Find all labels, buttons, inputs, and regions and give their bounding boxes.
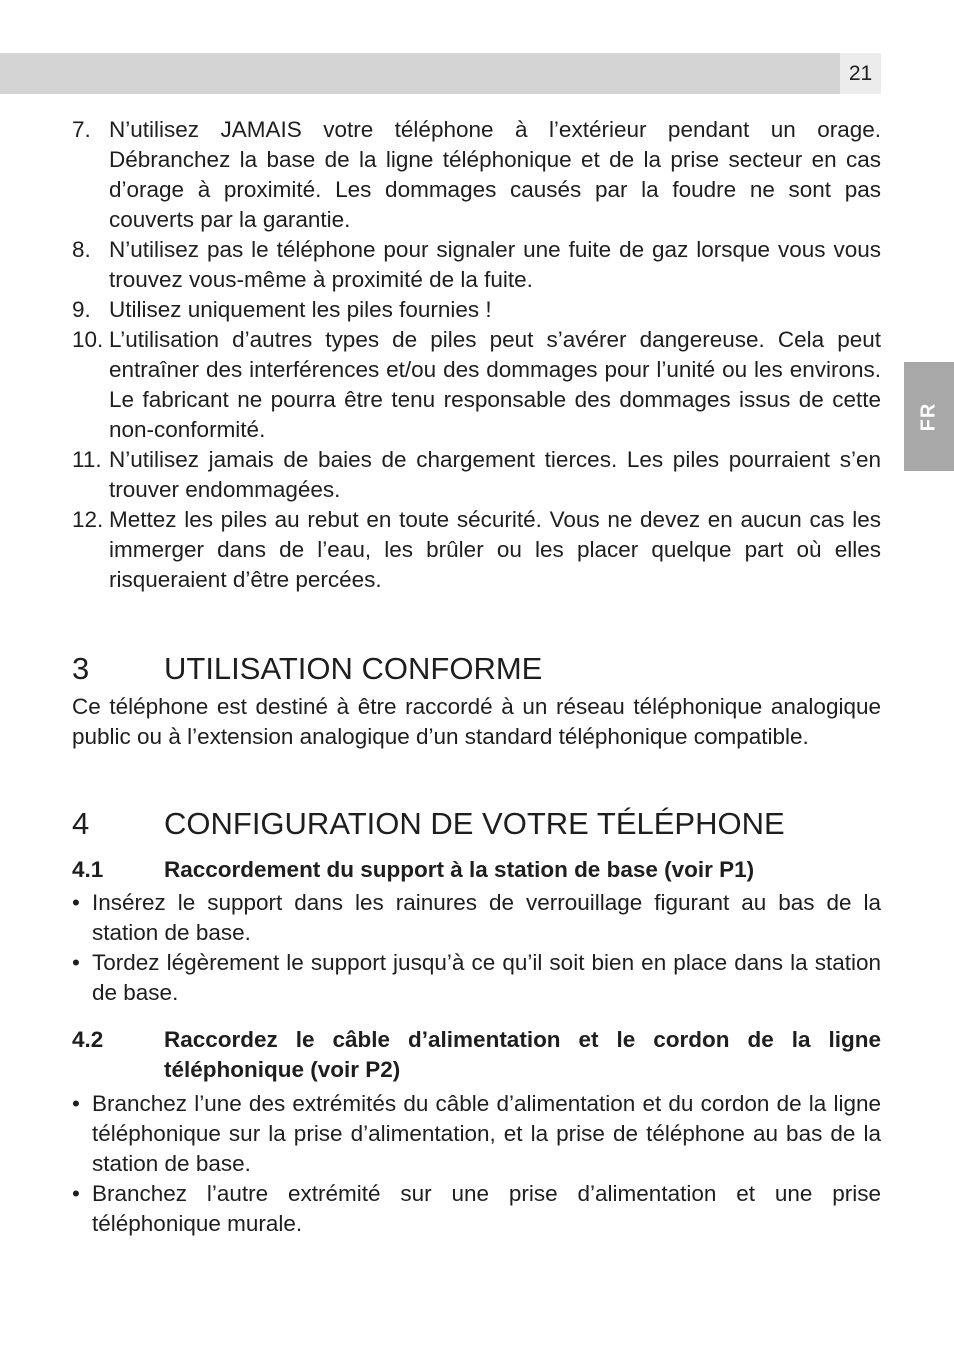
section-number: 3	[72, 651, 90, 686]
subsection-4-2-list	[72, 1089, 881, 1239]
item-number: 7.	[72, 117, 91, 142]
item-number: 8.	[72, 237, 91, 262]
subsection-4-1-list	[72, 888, 881, 1008]
bullet-item	[72, 1089, 881, 1179]
item-text: N’utilisez JAMAIS votre téléphone à l’extérieur pendant un orage. Débranchez la base de la ligne téléphonique et de la prise secteur en cas d’orage à proximité. Les dommages causés par la foudre ne sont pas couverts par la garantie.	[109, 117, 881, 232]
section-title: UTILISATION CONFORME	[164, 651, 543, 686]
bullet-mark: •	[72, 890, 80, 915]
bullet-mark: •	[72, 950, 80, 975]
subsection-number: 4.2	[72, 1027, 104, 1052]
item-number: 9.	[72, 297, 91, 322]
bullet-item	[72, 888, 881, 948]
bullet-item	[72, 1179, 881, 1239]
item-number: 11.	[72, 447, 102, 472]
item-text: L’utilisation d’autres types de piles peut s’avérer dangereuse. Cela peut entraîner des interférences et/ou des dommages pour l’unité ou les environs. Le fabricant ne pourra être tenu responsable des dommages issus de cette non-conformité.	[109, 327, 881, 442]
list-item	[72, 115, 881, 235]
subsection-title: Raccordez le câble d’alimentation et le cordon de la ligne téléphonique (voir P2)	[164, 1027, 881, 1082]
section-3-body: Ce téléphone est destiné à être raccordé à un réseau téléphonique analogique public ou à l’extension analogique d’un standard téléphonique compatible.	[72, 694, 881, 749]
item-number: 12.	[72, 507, 104, 532]
section-3-heading	[72, 651, 881, 687]
bullet-text: Tordez légèrement le support jusqu’à ce qu’il soit bien en place dans la station de base.	[92, 950, 881, 1005]
bullet-mark: •	[72, 1091, 80, 1116]
bullet-text: Branchez l’autre extrémité sur une prise d’alimentation et une prise téléphonique murale.	[92, 1181, 881, 1236]
section-number: 4	[72, 806, 90, 841]
header-band	[0, 53, 840, 94]
page-content	[72, 115, 881, 1239]
bullet-text: Insérez le support dans les rainures de verrouillage figurant au bas de la station de base.	[92, 890, 881, 945]
item-number: 10.	[72, 327, 104, 352]
language-tab-label: FR	[917, 402, 940, 431]
subsection-4-1-heading	[72, 855, 881, 885]
list-item	[72, 295, 881, 325]
item-text: Mettez les piles au rebut en toute sécurité. Vous ne devez en aucun cas les immerger dans de l’eau, les brûler ou les placer quelque part où elles risqueraient d’être percées.	[109, 507, 881, 592]
bullet-item	[72, 948, 881, 1008]
list-item	[72, 505, 881, 595]
page-number: 21	[840, 53, 881, 94]
section-4-heading	[72, 806, 881, 842]
item-text: N’utilisez pas le téléphone pour signaler une fuite de gaz lorsque vous vous trouvez vous-même à proximité de la fuite.	[109, 237, 881, 292]
language-tab	[904, 362, 954, 471]
list-item	[72, 325, 881, 445]
bullet-mark: •	[72, 1181, 80, 1206]
bullet-text: Branchez l’une des extrémités du câble d’alimentation et du cordon de la ligne téléphonique sur la prise d’alimentation, et la prise de téléphone au bas de la station de base.	[92, 1091, 881, 1176]
item-text: Utilisez uniquement les piles fournies !	[109, 297, 492, 322]
item-text: N’utilisez jamais de baies de chargement tierces. Les piles pourraient s’en trouver endommagées.	[109, 447, 881, 502]
subsection-number: 4.1	[72, 857, 104, 882]
subsection-title: Raccordement du support à la station de base (voir P1)	[164, 857, 755, 882]
subsection-4-2-heading	[72, 1025, 881, 1085]
list-item	[72, 445, 881, 505]
safety-list	[72, 115, 881, 595]
section-title: CONFIGURATION DE VOTRE TÉLÉPHONE	[164, 806, 785, 841]
list-item	[72, 235, 881, 295]
